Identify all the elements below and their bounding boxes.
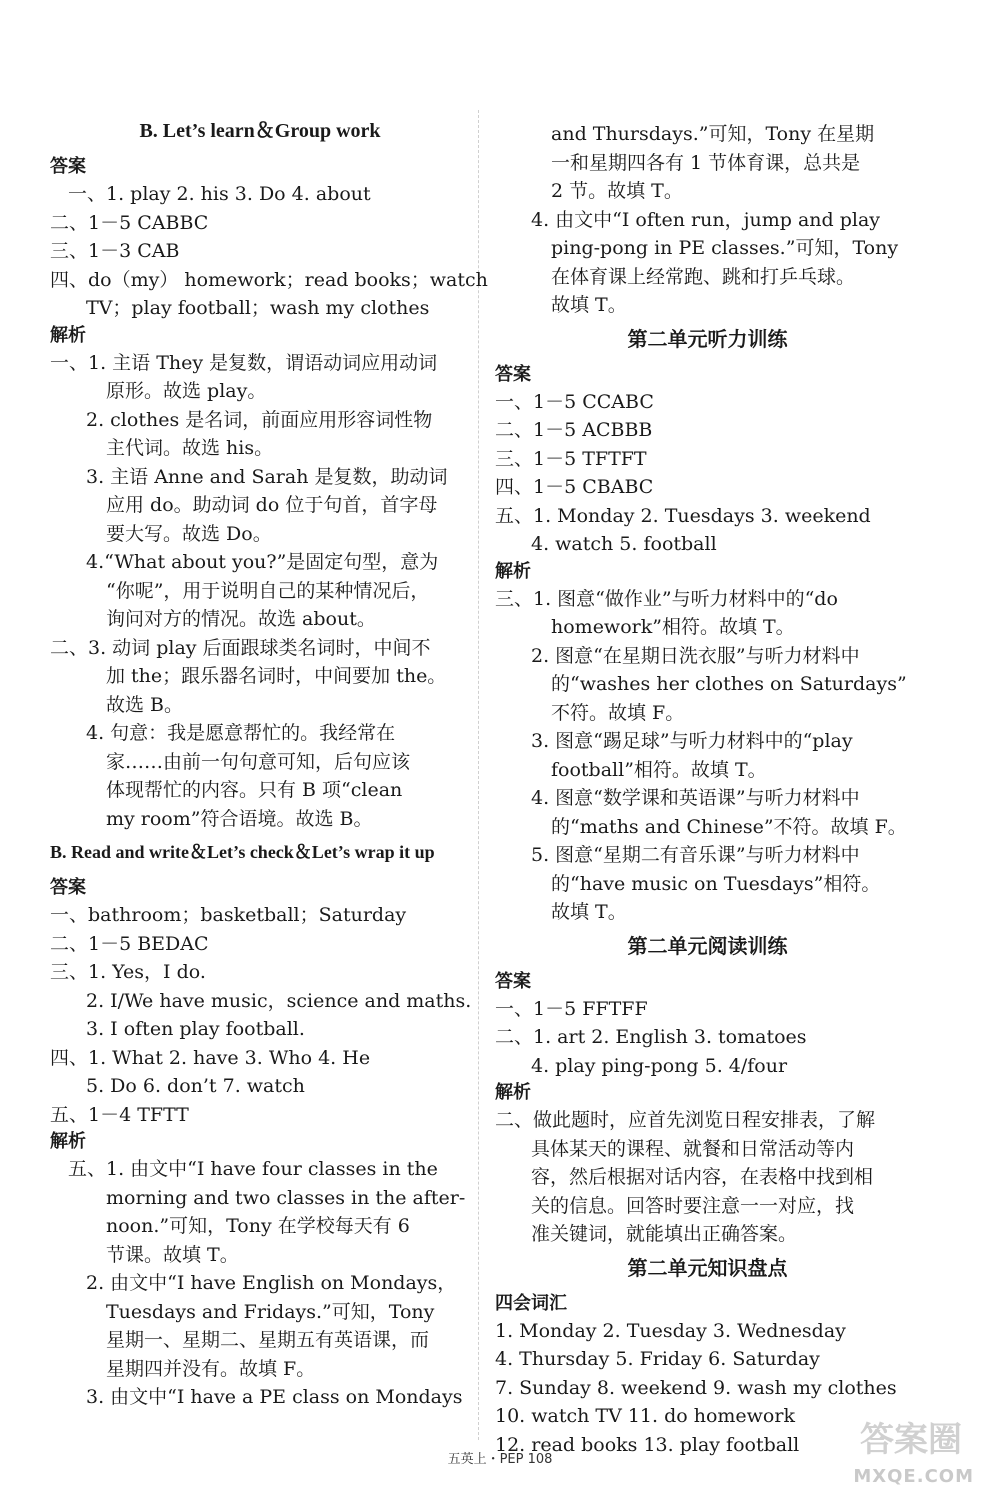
explanation-line: morning and two classes in the after- <box>106 1186 466 1209</box>
answer-line: 二、1－5 ACBBB <box>495 419 653 441</box>
column-divider <box>478 110 479 1440</box>
section-title: B. Read and write＆Let’s check＆Let’s wrap it up <box>50 842 435 862</box>
watermark-site: MXQE.COM <box>853 1466 974 1487</box>
explanation-line: 具体某天的课程、就餐和日常活动等内 <box>531 1137 855 1160</box>
explanation-line: 不符。故填 F。 <box>551 701 685 724</box>
answer-line: 3. I often play football. <box>86 1018 305 1040</box>
left-column <box>50 112 488 1412</box>
explanation-line: 星期一、星期二、星期五有英语课，而 <box>106 1329 430 1351</box>
explanation-line: 的“washes her clothes on Saturdays” <box>551 673 907 695</box>
answer-line: 二、1－5 CABBC <box>50 211 209 234</box>
answer-line: 三、1－3 CAB <box>50 240 180 262</box>
explanation-line: noon.”可知，Tony 在学校每天有 6 <box>106 1215 410 1237</box>
explanation-line: 原形。故选 play。 <box>106 380 267 402</box>
explanation-line: 2. 由文中“I have English on Mondays， <box>86 1272 457 1294</box>
explanation-line: 主代词。故选 his。 <box>106 437 274 459</box>
section-title: 第二单元知识盘点 <box>627 1255 788 1280</box>
explanation-line: 体现帮忙的内容。只有 B 项“clean <box>106 779 403 801</box>
section-title: 第二单元阅读训练 <box>627 933 788 958</box>
vocab-line: 1. Monday 2. Tuesday 3. Wednesday <box>495 1319 846 1342</box>
explanation-line: 2. 图意“在星期日洗衣服”与听力材料中 <box>531 644 860 667</box>
watermark-logo: 答案圈 <box>860 1420 962 1460</box>
answer-line: 4. play ping-pong 5. 4/four <box>531 1054 788 1077</box>
explanation-line: 节课。故填 T。 <box>106 1243 239 1266</box>
answer-line: 二、1－5 BEDAC <box>50 932 209 955</box>
explanation-line: 要大写。故选 Do。 <box>106 522 272 545</box>
explanation-line: 5. 图意“星期二有音乐课”与听力材料中 <box>531 844 860 866</box>
answer-line: 一、1－5 CCABC <box>495 390 654 413</box>
vocab-line: 10. watch TV 11. do homework <box>495 1405 795 1427</box>
explanation-line: 家……由前一句句意可知，后句应该 <box>106 750 411 773</box>
right-column <box>495 120 920 1459</box>
explanation-line: 二、3. 动词 play 后面跟球类名词时，中间不 <box>50 636 431 659</box>
explanation-line: 3. 图意“踢足球”与听力材料中的“play <box>531 730 853 752</box>
explanation-line: 一、1. 主语 They 是复数，谓语动词应用动词 <box>50 351 438 374</box>
answer-line: 五、1－4 TFTT <box>50 1103 189 1126</box>
answer-tag: 答案 <box>495 970 531 992</box>
answer-line: 四、1－5 CBABC <box>495 476 654 498</box>
explanation-tag: 解析 <box>495 560 531 582</box>
explanation-tag: 解析 <box>495 1082 531 1103</box>
vocab-line: 4. Thursday 5. Friday 6. Saturday <box>495 1348 820 1370</box>
vocab-line: 12. read books 13. play football <box>495 1433 800 1456</box>
explanation-line: football”相符。故填 T。 <box>551 758 767 781</box>
explanation-line: 加 the；跟乐器名词时，中间要加 the。 <box>106 665 447 687</box>
explanation-line: 二、做此题时，应首先浏览日程安排表，了解 <box>495 1109 876 1131</box>
explanation-line: 故填 T。 <box>551 294 627 316</box>
explanation-line: 4. 由文中“I often run，jump and play <box>531 208 881 231</box>
explanation-line: 五、1. 由文中“I have four classes in the <box>68 1158 438 1180</box>
explanation-line: 3. 主语 Anne and Sarah 是复数，助动词 <box>86 465 448 488</box>
explanation-line: 的“have music on Tuesdays”相符。 <box>551 872 881 895</box>
explanation-line: 的“maths and Chinese”不符。故填 F。 <box>551 815 907 838</box>
vocab-tag: 四会词汇 <box>495 1292 567 1314</box>
answer-line: 一、1－5 FFTFF <box>495 997 648 1020</box>
answer-tag: 答案 <box>50 877 86 898</box>
explanation-tag: 解析 <box>50 324 86 346</box>
explanation-line: homework”相符。故填 T。 <box>551 616 795 638</box>
answer-line: 一、1. play 2. his 3. Do 4. about <box>68 183 371 205</box>
answer-line: 三、1－5 TFTFT <box>495 447 647 470</box>
answer-line: 三、1. Yes，I do. <box>50 961 206 983</box>
explanation-line: my room”符合语境。故选 B。 <box>106 807 373 830</box>
explanation-line: 4. 句意：我是愿意帮忙的。我经常在 <box>86 722 396 744</box>
section-title: 第二单元听力训练 <box>627 326 788 351</box>
explanation-line: 2. clothes 是名词，前面应用形容词性物 <box>86 408 433 431</box>
answer-line: 4. watch 5. football <box>531 533 717 555</box>
explanation-tag: 解析 <box>50 1131 86 1152</box>
explanation-line: 故填 T。 <box>551 901 627 923</box>
answer-tag: 答案 <box>495 363 531 385</box>
watermark <box>848 1415 988 1495</box>
explanation-line: 准关键词，就能填出正确答案。 <box>531 1223 798 1245</box>
vocab-line: 7. Sunday 8. weekend 9. wash my clothes <box>495 1376 897 1399</box>
answer-line: 二、1. art 2. English 3. tomatoes <box>495 1026 807 1048</box>
answer-line: 五、1. Monday 2. Tuesdays 3. weekend <box>495 504 871 527</box>
explanation-line: 关的信息。回答时要注意一一对应，找 <box>531 1194 855 1217</box>
explanation-line: 2 节。故填 T。 <box>551 180 683 202</box>
explanation-line: 三、1. 图意“做作业”与听力材料中的“do <box>495 587 838 610</box>
explanation-line: 3. 由文中“I have a PE class on Mondays <box>86 1386 463 1408</box>
answer-line: 四、1. What 2. have 3. Who 4. He <box>50 1046 371 1069</box>
explanation-line: 容，然后根据对话内容，在表格中找到相 <box>531 1166 874 1188</box>
answer-line: 5. Do 6. don’t 7. watch <box>86 1075 305 1097</box>
explanation-line: Tuesdays and Fridays.”可知，Tony <box>106 1300 435 1323</box>
explanation-line: 在体育课上经常跑、跳和打乒乓球。 <box>551 265 856 288</box>
explanation-line: 4.“What about you?”是固定句型，意为 <box>86 551 439 573</box>
explanation-line: 星期四并没有。故填 F。 <box>106 1357 316 1380</box>
explanation-line: ping-pong in PE classes.”可知，Tony <box>551 237 899 259</box>
section-title: B. Let’s learn＆Group work <box>139 120 381 142</box>
answer-line: 2. I/We have music，science and maths. <box>86 989 472 1012</box>
page-footer: 五英上・PEP 108 <box>447 1452 553 1467</box>
explanation-line: 应用 do。助动词 do 位于句首，首字母 <box>106 494 438 516</box>
answer-tag: 答案 <box>50 156 86 177</box>
answer-line: 四、do（my） homework；read books；watch <box>50 268 488 291</box>
explanation-line: 故选 B。 <box>106 693 184 716</box>
answer-line: TV；play football；wash my clothes <box>86 297 430 319</box>
explanation-line: 4. 图意“数学课和英语课”与听力材料中 <box>531 787 860 809</box>
explanation-line: 一和星期四各有 1 节体育课，总共是 <box>551 151 861 174</box>
explanation-line: 询问对方的情况。故选 about。 <box>106 608 376 630</box>
explanation-line: “你呢”，用于说明自己的某种情况后， <box>106 579 430 602</box>
answer-line: 一、bathroom；basketball；Saturday <box>50 904 407 926</box>
explanation-line: and Thursdays.”可知，Tony 在星期 <box>551 123 875 145</box>
